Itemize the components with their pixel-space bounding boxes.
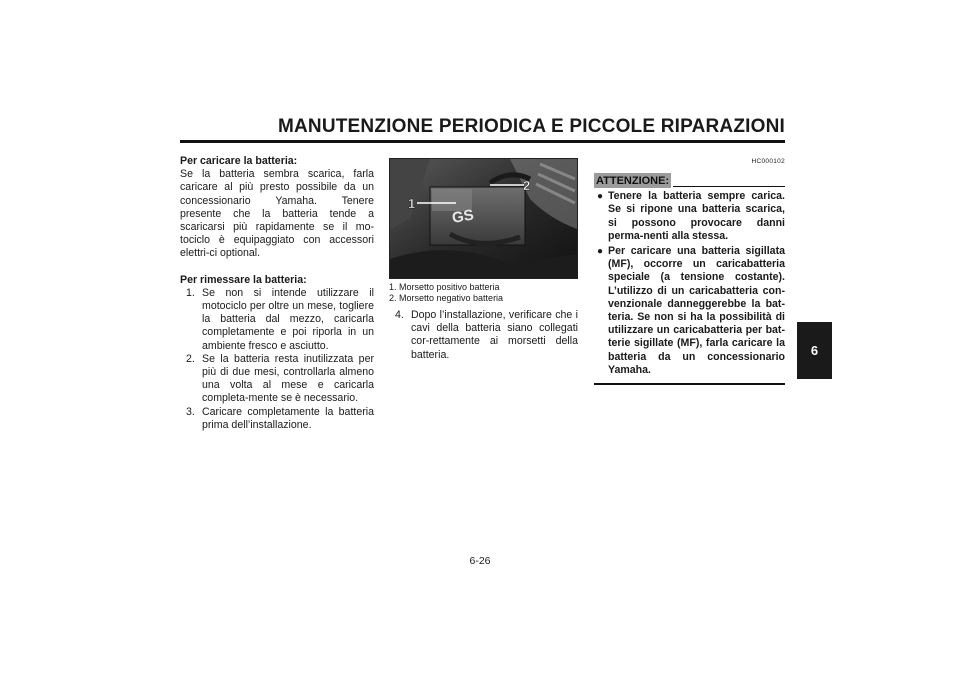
attention-label: ATTENZIONE: xyxy=(596,175,670,188)
list-item xyxy=(594,190,785,243)
attention-header xyxy=(594,173,785,188)
battery-illustration xyxy=(390,159,577,278)
step-number: 3. xyxy=(186,405,195,418)
step-text: Se la batteria resta inutilizzata per più di due mesi, controllarla almeno una volta al mese e caricarla completa-mente se è necessario. xyxy=(202,352,374,405)
list-item xyxy=(389,309,578,362)
battery-photo xyxy=(389,158,578,279)
column-left xyxy=(180,155,374,432)
column-right xyxy=(594,155,785,385)
step-number: 2. xyxy=(186,352,195,365)
attention-end-rule xyxy=(594,383,785,385)
list-item xyxy=(180,353,374,406)
step-text: Dopo l’installazione, verificare che i cavi della batteria siano collegati cor-rettamente ai morsetti della batteria. xyxy=(411,309,578,361)
bullet-icon: ● xyxy=(597,191,604,203)
step-number: 1. xyxy=(186,286,195,299)
charging-paragraph: Se la batteria sembra scarica, farla caricare al più presto possibile da un concessionario Yamaha. Tenere presente che la batteria tende a scaricarsi più rapidamente se il mo-tociclo è equipaggiato con accessori elettri-ci optional. xyxy=(180,168,374,260)
bullet-icon: ● xyxy=(597,246,604,258)
battery-brand-label: GS xyxy=(450,206,476,227)
step-text: Se non si intende utilizzare il motociclo per oltre un mese, togliere la batteria dal mezzo, caricarla completamente e poi riporla in un ambiente fresco e asciutto. xyxy=(202,286,374,352)
list-item xyxy=(594,245,785,377)
chapter-tab: 6 xyxy=(797,322,832,379)
list-item xyxy=(180,406,374,432)
bullet-text: Tenere la batteria sempre carica. Se si ripone una batteria scarica, si possono provocare danni perma-nenti alla stessa. xyxy=(608,190,785,242)
caption-positive-terminal: 1. Morsetto positivo batteria xyxy=(389,282,500,292)
list-item xyxy=(180,287,374,353)
page-number: 6-26 xyxy=(469,555,491,567)
warning-code: HC000102 xyxy=(751,158,785,165)
section-heading-storage: Per rimessare la batteria: xyxy=(180,273,307,286)
attention-rule xyxy=(673,186,785,188)
figure-caption xyxy=(389,282,578,304)
section-heading-charging: Per caricare la batteria: xyxy=(180,155,298,167)
bullet-text: Per caricare una batteria sigillata (MF), occorre un caricabatteria speciale (a tensione costante). L’utilizzo di un caricabatteria con-venzionale danneggerebbe la bat-teria. Se non si ha la possibilità di utilizzare un caricabatteria per bat-terie sigillate (MF), farla caricare la batteria da un concessionario Yamaha. xyxy=(608,245,785,376)
callout-2: 2 xyxy=(523,178,531,193)
column-middle xyxy=(389,158,578,362)
step-number: 4. xyxy=(395,309,404,321)
page-title: MANUTENZIONE PERIODICA E PICCOLE RIPARAZIONI xyxy=(277,116,785,137)
header-rule xyxy=(180,140,785,143)
callout-1: 1 xyxy=(408,196,416,211)
caption-negative-terminal: 2. Morsetto negativo batteria xyxy=(389,293,504,303)
step-text: Caricare completamente la batteria prima dell’installazione. xyxy=(202,405,374,431)
